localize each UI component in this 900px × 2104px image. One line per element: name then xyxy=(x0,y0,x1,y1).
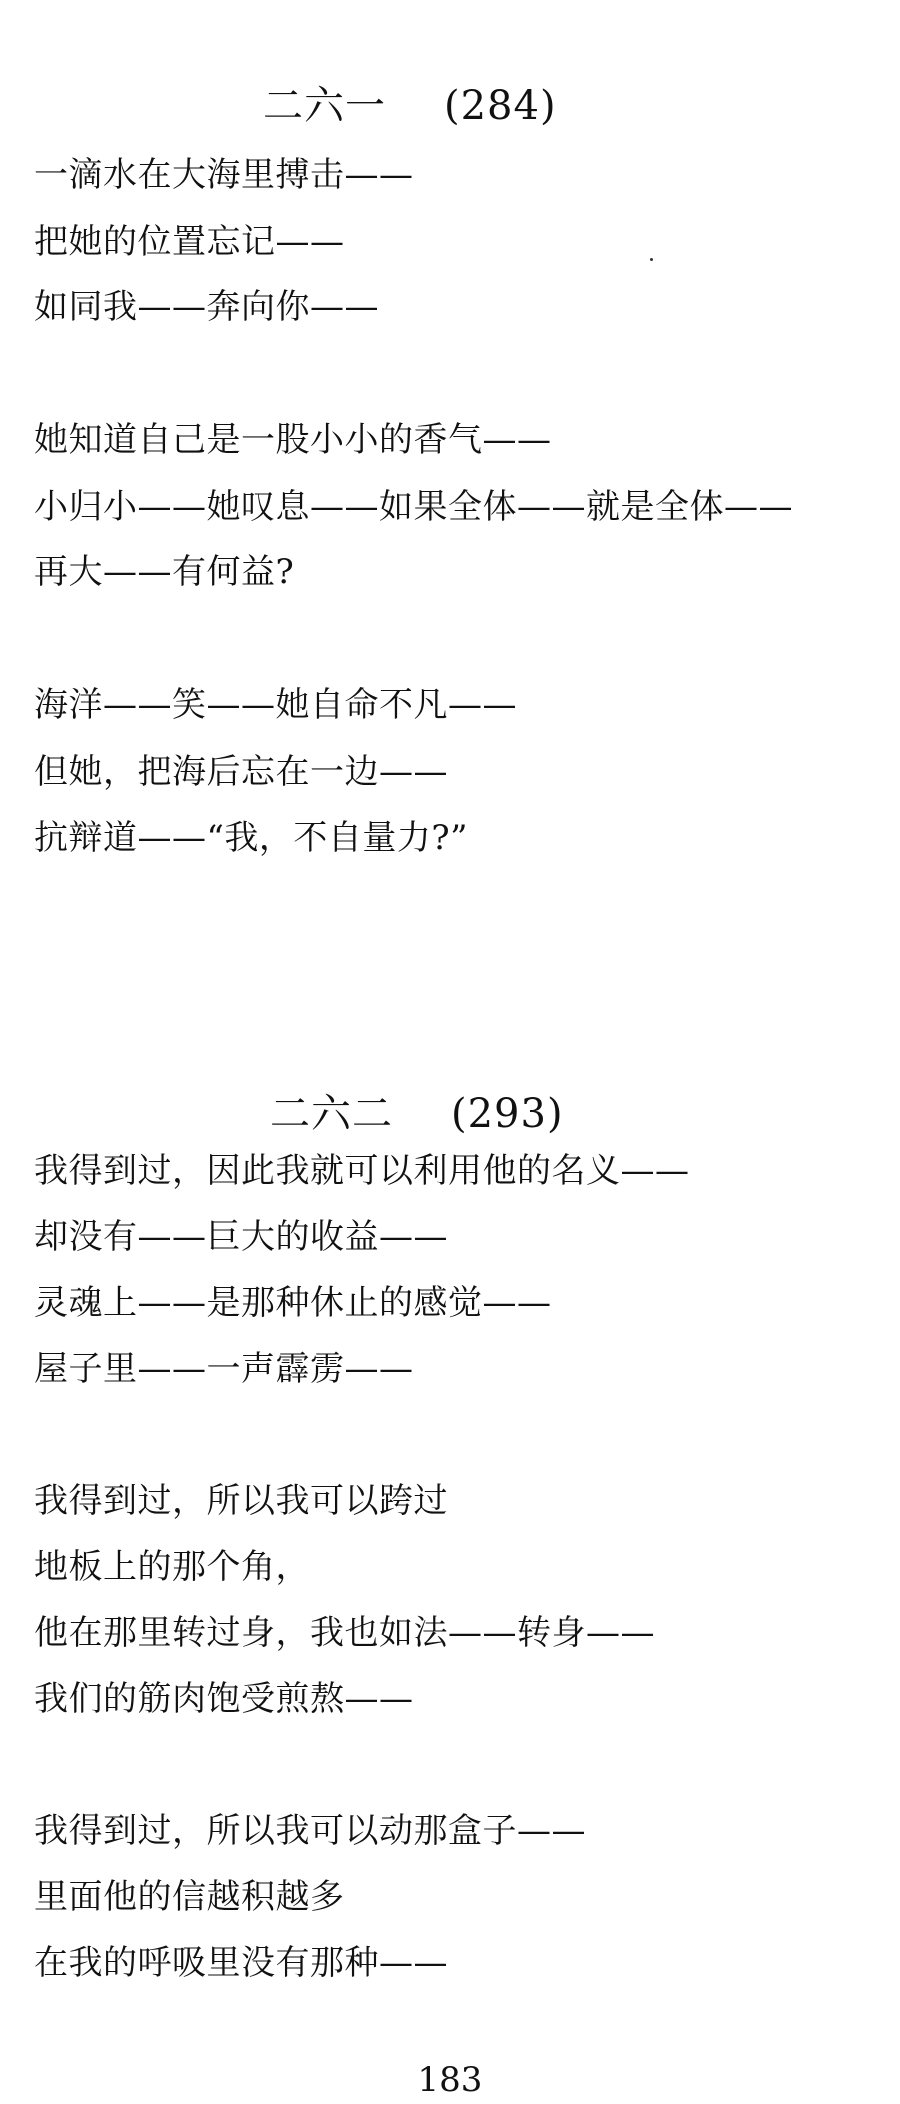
print-speck xyxy=(650,258,653,261)
poem-line: 地板上的那个角， xyxy=(34,1547,310,1587)
poem-line: 小归小——她叹息——如果全体——就是全体—— xyxy=(34,487,793,527)
poem-line: 但她，把海后忘在一边—— xyxy=(34,752,448,792)
poem-line: 我得到过，因此我就可以利用他的名义—— xyxy=(34,1151,690,1191)
poem-line: 他在那里转过身，我也如法——转身—— xyxy=(34,1613,655,1653)
poem-heading xyxy=(263,82,557,130)
page-number: 183 xyxy=(417,2060,483,2100)
poem-line: 再大——有何益? xyxy=(34,552,295,592)
poem-number: 二六二 xyxy=(270,1091,393,1137)
poem-line: 一滴水在大海里搏击—— xyxy=(34,155,414,195)
poem-heading xyxy=(270,1090,564,1138)
poem-line: 里面他的信越积越多 xyxy=(34,1877,345,1917)
poem-line: 把她的位置忘记—— xyxy=(34,222,345,262)
poem-line: 我得到过，所以我可以跨过 xyxy=(34,1481,448,1521)
poem-line: 海洋——笑——她自命不凡—— xyxy=(34,685,517,725)
poem-line: 在我的呼吸里没有那种—— xyxy=(34,1943,448,1983)
poem-line: 灵魂上——是那种休止的感觉—— xyxy=(34,1283,552,1323)
poem-line: 我们的筋肉饱受煎熬—— xyxy=(34,1679,414,1719)
poem-line: 如同我——奔向你—— xyxy=(34,287,379,327)
poem-reference: (284) xyxy=(444,83,557,129)
poem-line: 却没有——巨大的收益—— xyxy=(34,1217,448,1257)
poem-line: 她知道自己是一股小小的香气—— xyxy=(34,420,552,460)
poem-line: 屋子里——一声霹雳—— xyxy=(34,1349,414,1389)
poem-line: 抗辩道——“我，不自量力?” xyxy=(34,818,468,858)
poem-line: 我得到过，所以我可以动那盒子—— xyxy=(34,1811,586,1851)
poem-reference: (293) xyxy=(451,1091,564,1137)
poem-number: 二六一 xyxy=(263,83,386,129)
